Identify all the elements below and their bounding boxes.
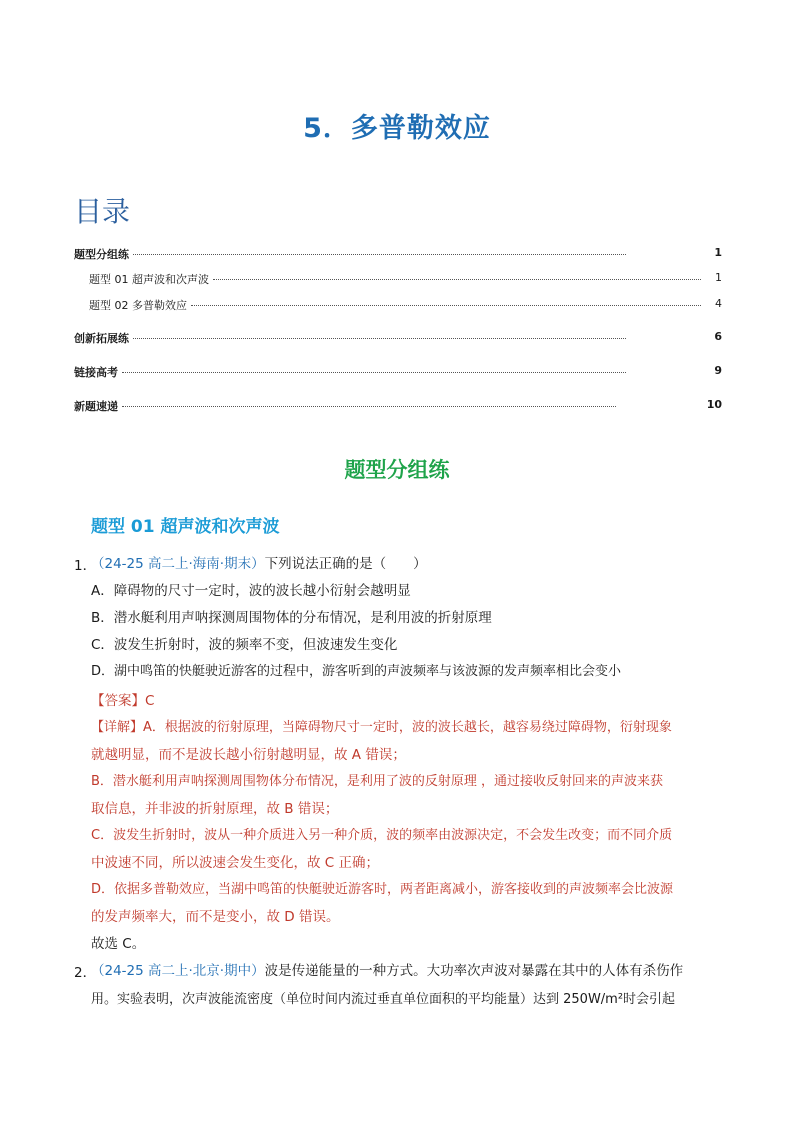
answer: 【答案】C: [91, 693, 155, 709]
toc-item-page: 10: [706, 398, 722, 411]
detail-line: B．潜水艇利用声呐探测周围物体分布情况，是利用了波的反射原理 ，通过接收反射回来的声波来获: [91, 774, 664, 789]
toc-item-page: 1: [714, 246, 722, 259]
question-stem: [91, 554, 427, 574]
toc-item-tixing-fenzu[interactable]: [74, 246, 630, 262]
detail-line: 就越明显，而不是波长越小衍射越明显，故 A 错误；: [91, 747, 406, 763]
detail-line: D．依据多普勒效应，当湖中鸣笛的快艇驶近游客时，两者距离减小，游客接收到的声波频率会比波源: [91, 882, 674, 897]
toc-item-gaokao[interactable]: [74, 364, 630, 380]
option-d: D．湖中鸣笛的快艇驶近游客的过程中，游客听到的声波频率与该波源的发声频率相比会变小: [91, 664, 622, 679]
detail-line: 的发声频率大，而不是变小，故 D 错误。: [91, 909, 340, 925]
toc-item-page: 6: [714, 330, 722, 343]
toc-heading: 目录: [74, 195, 131, 228]
detail-line: 取信息，并非波的折射原理，故 B 错误；: [91, 801, 339, 817]
toc-item-tixing02[interactable]: [89, 297, 705, 313]
question-stem: [91, 961, 683, 981]
option-b: B．潜水艇利用声呐探测周围物体的分布情况，是利用波的折射原理: [91, 610, 492, 626]
detail-line: 【详解】A．根据波的衍射原理，当障碍物尺寸一定时，波的波长越长，越容易绕过障碍物，衍射现象: [91, 720, 672, 735]
toc-item-label: 链接高考: [74, 366, 118, 379]
question-source: （24-25 高二上·北京·期中）: [91, 963, 265, 979]
question-text: 用。实验表明，次声波能流密度（单位时间内流过垂直单位面积的平均能量）达到 250W/m²时会引起: [91, 992, 676, 1007]
subsection-title: 题型 01 超声波和次声波: [91, 517, 280, 537]
toc-item-chuangxin[interactable]: [74, 330, 630, 346]
question-number: 2．: [74, 965, 97, 981]
page-title: 5．多普勒效应: [303, 113, 491, 144]
toc-item-page: 1: [715, 271, 722, 284]
question-source: （24-25 高二上·海南·期末）: [91, 556, 265, 572]
question-text: 波是传递能量的一种方式。大功率次声波对暴露在其中的人体有杀伤作: [264, 963, 684, 979]
toc-item-page: 4: [715, 297, 722, 310]
detail-line: 中波速不同，所以波速会发生变化，故 C 正确；: [91, 855, 380, 871]
conclusion: 故选 C。: [91, 936, 146, 952]
option-c: C．波发生折射时，波的频率不变，但波速发生变化: [91, 637, 398, 653]
toc-item-label: 题型 02 多普勒效应: [89, 299, 187, 312]
toc-item-tixing01[interactable]: [89, 271, 705, 287]
toc-item-label: 新题速递: [74, 400, 118, 413]
option-a: A．障碍物的尺寸一定时，波的波长越小衍射会越明显: [91, 583, 411, 599]
section-title: 题型分组练: [344, 458, 450, 482]
toc-item-page: 9: [714, 364, 722, 377]
detail-line: C．波发生折射时，波从一种介质进入另一种介质，波的频率由波源决定，不会发生改变；而不同介质: [91, 828, 673, 843]
toc-item-xinti[interactable]: [74, 398, 620, 414]
toc-item-label: 创新拓展练: [74, 332, 129, 345]
toc-item-label: 题型 01 超声波和次声波: [89, 273, 209, 286]
toc-item-label: 题型分组练: [74, 248, 129, 261]
question-text: 下列说法正确的是（ ）: [264, 556, 427, 572]
question-number: 1．: [74, 558, 97, 574]
